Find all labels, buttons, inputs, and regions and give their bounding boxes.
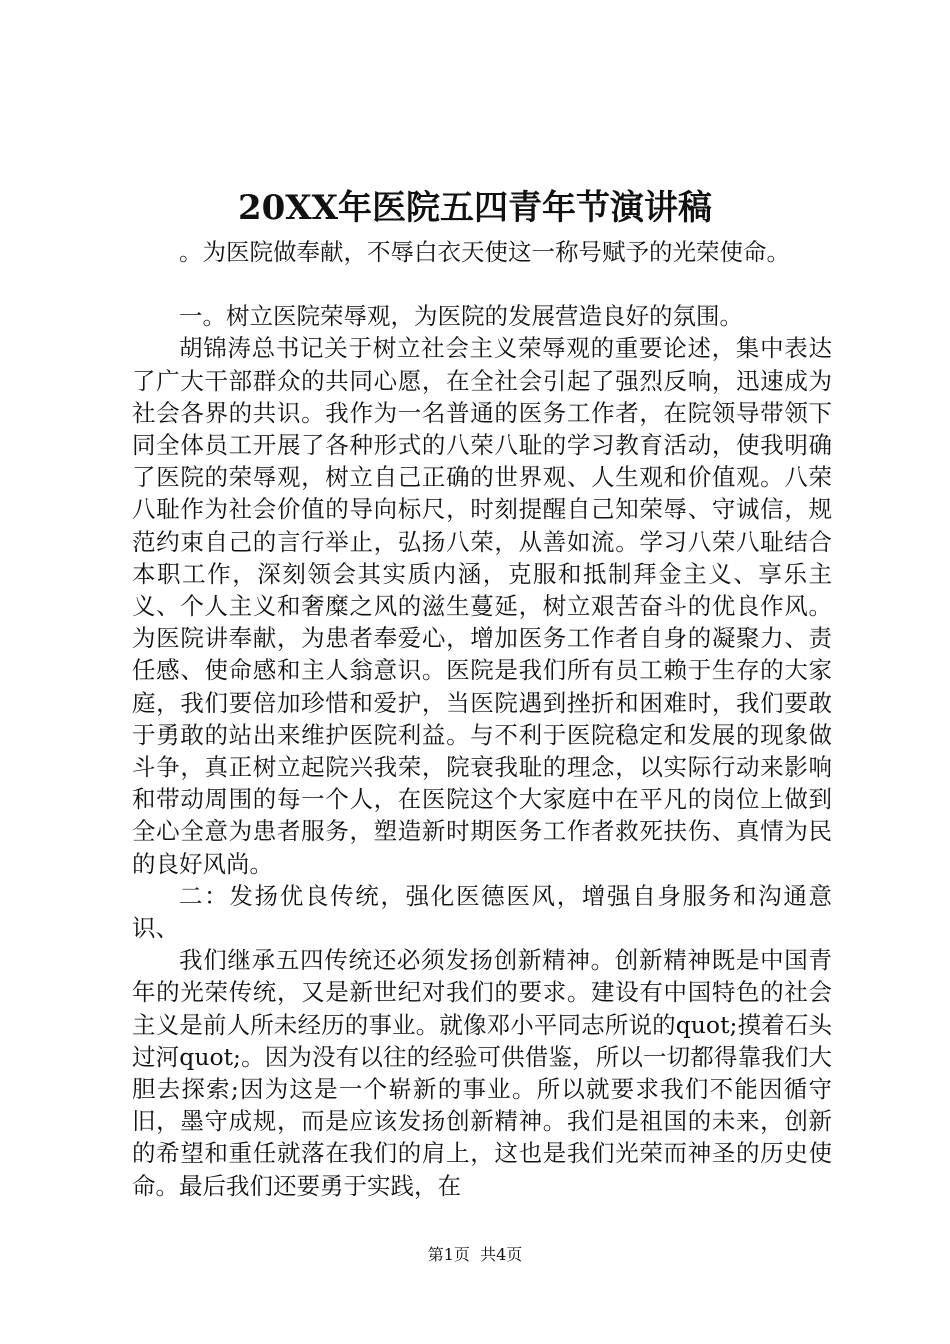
paragraph-innovation: 我们继承五四传统还必须发扬创新精神。创新精神既是中国青年的光荣传统，又是新世纪对我们的要求。建设有中国特色的社会主义是前人所未经历的事业。就像邓小平同志所说的quot;摸着石头过河quot;。因为没有以往的经验可供借鉴，所以一切都得靠我们大胆去探索;因为这是一个崭新的事业。所以就要求我们不能因循守旧，墨守成规，而是应该发扬创新精神。我们是祖国的未来，创新的希望和重任就落在我们的肩上，这也是我们光荣而神圣的历史使命。最后我们还要勇于实践，在 bbox=[132, 946, 832, 1200]
section-heading-one: 一。树立医院荣辱观，为医院的发展营造良好的氛围。 bbox=[179, 302, 743, 331]
page-footer: 第1页 共4页 bbox=[427, 1245, 523, 1264]
document-title: 20XX年医院五四青年节演讲稿 bbox=[237, 188, 713, 228]
section-heading-two: 二：发扬优良传统，强化医德医风，增强自身服务和沟通意识、 bbox=[132, 881, 832, 943]
document-body bbox=[132, 236, 832, 1202]
paragraph-intro: 。为医院做奉献，不辱白衣天使这一称号赋予的光荣使命。 bbox=[179, 238, 790, 266]
paragraph-honor-view: 胡锦涛总书记关于树立社会主义荣辱观的重要论述，集中表达了广大干部群众的共同心愿，在全社会引起了强烈反响，迅速成为社会各界的共识。我作为一名普通的医务工作者，在院领导带领下同全体员工开展了各种形式的八荣八耻的学习教育活动，使我明确了医院的荣辱观，树立自己正确的世界观、人生观和价值观。八荣八耻作为社会价值的导向标尺，时刻提醒自己知荣辱、守诚信，规范约束自己的言行举止，弘扬八荣，从善如流。学习八荣八耻结合本职工作，深刻领会其实质内涵，克服和抵制拜金主义、享乐主义、个人主义和奢糜之风的滋生蔓延，树立艰苦奋斗的优良作风。为医院讲奉献，为患者奉爱心，增加医务工作者自身的凝聚力、责任感、使命感和主人翁意识。医院是我们所有员工赖于生存的大家庭，我们要倍加珍惜和爱护，当医院遇到挫折和困难时，我们要敢于勇敢的站出来维护医院利益。与不利于医院稳定和发展的现象做斗争，真正树立起院兴我荣，院衰我耻的理念，以实际行动来影响和带动周围的每一个人，在医院这个大家庭中在平凡的岗位上做到全心全意为患者服务，塑造新时期医务工作者救死扶伤、真情为民的良好风尚。 bbox=[132, 334, 832, 878]
